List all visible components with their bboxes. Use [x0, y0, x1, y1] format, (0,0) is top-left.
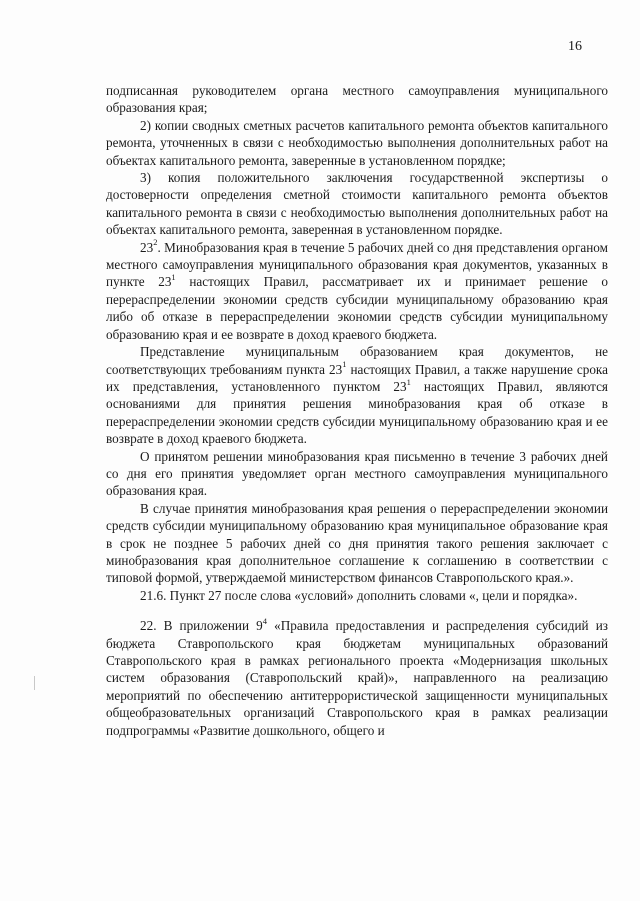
paragraph-notify: О принятом решении минобразования края письменно в течение 3 рабочих дней со дня его принятия уведомляет орган местного самоуправления муниципального образования края. [106, 448, 608, 499]
paragraph-text: настоящих Правил, рассматривает их и принимает решение о перераспределении экономии средств субсидии муниципальному образованию края либо об отказе в перераспределении экономии средств субсидии муниципальному образованию края и ее возврате в доход краевого бюджета. [106, 274, 608, 342]
scan-artifact [34, 676, 35, 690]
paragraph-grounds [106, 343, 608, 447]
paragraph-23-2 [106, 239, 608, 343]
paragraph-intro: подписанная руководителем органа местного самоуправления муниципального образования края; [106, 83, 608, 116]
clause-superscript: 2 [153, 237, 158, 248]
paragraph-text: . Минобразования края в течение 5 рабочих дней со дня представления органом местного самоуправления муниципального образования края документов, указанных в пункте 23 [106, 239, 608, 290]
paragraph-text: «Правила предоставления и распределения субсидий из бюджета Ставропольского края бюджетам муниципальных образований Ставропольского края в рамках регионального проекта «Модернизация школьных систем образования (Ставропольский край)», направленного на реализацию мероприятий по обеспечению антитеррористической защищенности муниципальных общеобразовательных организаций Ставропольского края в рамках реализации подпрограммы «Развитие дошкольного, общего и [106, 618, 608, 738]
paragraph-text: 22. В приложении 9 [140, 618, 263, 634]
paragraph-21-6: 21.6. Пункт 27 после слова «условий» дополнить словами «, цели и порядка». [140, 587, 578, 603]
paragraph-gap [106, 604, 608, 617]
paragraph-text: настоящих Правил, являются основаниями для принятия решения минобразования края об отказе в перераспределении экономии средств субсидии муниципальному образованию края и ее возврате в доход краевого бюджета. [106, 378, 608, 447]
paragraph-22 [106, 617, 608, 739]
paragraph-text: настоящих Правил, а также нарушение срока их представления, установленного пунктом 23 [106, 361, 608, 394]
appendix-superscript: 4 [262, 615, 268, 626]
paragraph-text: Представление муниципальным образованием края документов, не соответствующих требованиям пункта 23 [106, 344, 608, 377]
reference-superscript: 1 [406, 376, 411, 387]
reference-superscript: 1 [342, 359, 347, 370]
clause-number: 23 [140, 239, 154, 255]
reference-superscript: 1 [171, 272, 176, 283]
paragraph-agreement: В случае принятия минобразования края решения о перераспределении экономии средств субсидии муниципальному образованию края муниципальное образование края в срок не позднее 5 рабочих дней со дня принятия такого решения заключает с минобразования края дополнительное соглашение к соглашению в соответствии с типовой формой, утверждаемой министерством финансов Ставропольского края.». [106, 500, 608, 586]
list-item-3: 3) копия положительного заключения государственной экспертизы о достоверности определения сметной стоимости капитального ремонта объектов капитального ремонта в связи с необходимостью выполнения дополнительных работ на объектах капитального ремонта, заверенная в установленном порядке. [106, 170, 608, 238]
page-number: 16 [568, 39, 582, 54]
list-item-2: 2) копии сводных сметных расчетов капитального ремонта объектов капитального ремонта, уточненных в связи с необходимостью выполнения дополнительных работ на объектах капитального ремонта, заверенные в установленном порядке; [106, 117, 608, 168]
document-body [106, 82, 608, 739]
